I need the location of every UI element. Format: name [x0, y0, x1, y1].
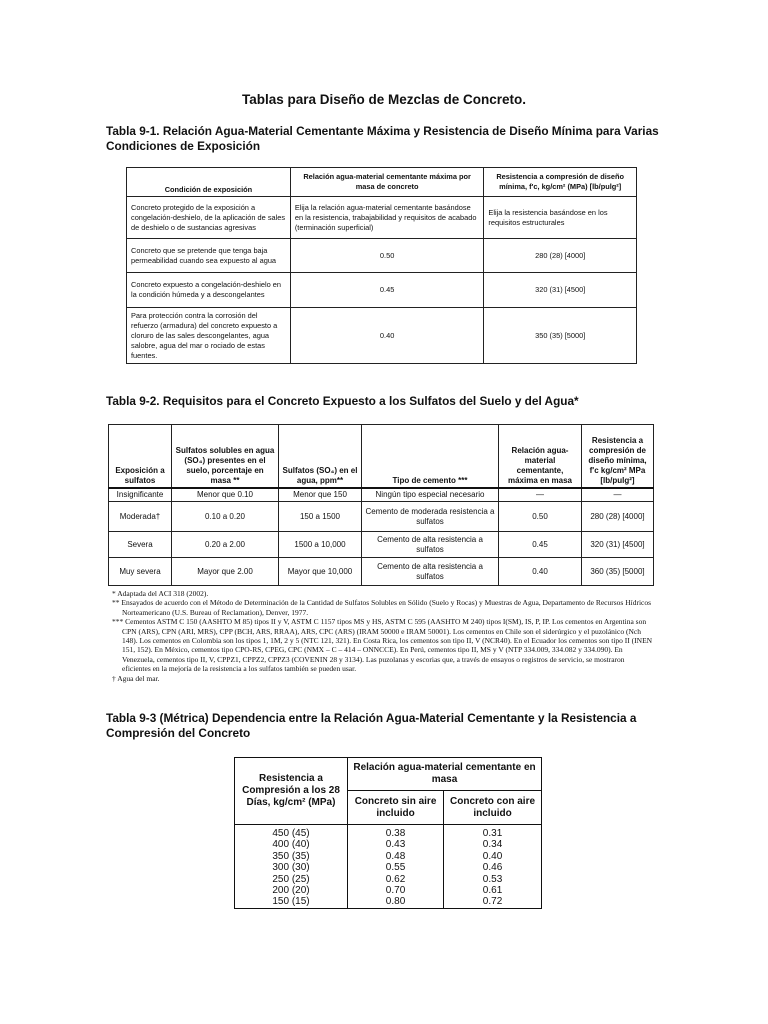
table2-cell: Menor que 150: [279, 488, 362, 502]
table3-cell: 0.46: [444, 862, 542, 873]
table2-cell: 320 (31) [4500]: [582, 532, 654, 558]
table3-cell: 0.61: [444, 885, 542, 896]
table3-cell: 0.53: [444, 874, 542, 885]
table2-cell: 0.10 a 0.20: [172, 502, 279, 532]
table2-cell: Insignificante: [109, 488, 172, 502]
table1-cell: 280 (28) [4000]: [484, 239, 637, 273]
table2-cell: Severa: [109, 532, 172, 558]
table2-cell: Muy severa: [109, 558, 172, 586]
table3-cell: 0.62: [348, 874, 444, 885]
table3-cell: 0.48: [348, 851, 444, 862]
table3-cell: 300 (30): [235, 862, 348, 873]
footnote: ** Ensayados de acuerdo con el Método de Determinación de la Cantidad de Sulfatos Solubles en Sólido (Suelo y Rocas) y Muestras de Agua, Departamento de Recursos Hídricos Norteamericano (U.S. Bureau of Reclamation), Denver, 1977.: [112, 598, 652, 617]
table2-cell: 0.40: [499, 558, 582, 586]
table3-cell: 150 (15): [235, 896, 348, 908]
footnote: † Agua del mar.: [112, 673, 160, 683]
table1-title: Tabla 9-1. Relación Agua-Material Cementante Máxima y Resistencia de Diseño Mínima para Varias Condiciones de Exposición: [106, 124, 659, 153]
table2-header: Tipo de cemento ***: [362, 425, 499, 488]
table1: [126, 167, 637, 364]
table2-cell: Ningún tipo especial necesario: [362, 488, 499, 502]
table2-cell: Cemento de moderada resistencia a sulfatos: [362, 502, 499, 532]
table2-header: Exposición a sulfatos: [109, 425, 172, 488]
table2-cell: Cemento de alta resistencia a sulfatos: [362, 532, 499, 558]
table1-cell: Concreto expuesto a congelación-deshielo en la condición húmeda y a descongelantes: [127, 273, 291, 308]
table3-cell: 400 (40): [235, 839, 348, 850]
table2-cell: 280 (28) [4000]: [582, 502, 654, 532]
table2-header: Sulfatos solubles en agua (SO₄) presentes en el suelo, porcentaje en masa **: [172, 425, 279, 488]
table2-cell: 360 (35) [5000]: [582, 558, 654, 586]
table2-cell: Menor que 0.10: [172, 488, 279, 502]
table2-cell: —: [499, 488, 582, 502]
table2-title: Tabla 9-2. Requisitos para el Concreto Expuesto a los Sulfatos del Suelo y del Agua*: [106, 394, 579, 408]
table3-cell: 0.43: [348, 839, 444, 850]
table3-header-group: Relación agua-material cementante en masa: [348, 758, 542, 791]
table2-cell: Mayor que 10,000: [279, 558, 362, 586]
table1-cell: Concreto protegido de la exposición a congelación-deshielo, de la aplicación de sales de deshielo o de sustancias agresivas: [127, 197, 291, 239]
footnote: *** Cementos ASTM C 150 (AASHTO M 85) tipos II y V, ASTM C 1157 tipos MS y HS, ASTM C 595 (AASHTO M 240) tipos I(SM), IS, P, IP. Los cementos en Argentina son CPN (ARS), CPN (ARI, MRS), CPP (BCH, ARS, RRAA), ARS, CPC (ARS) (IRAM 50000 e IRAM 50001). Los cementos en Chile son el siderúrgico y el puzolánico (Nch 148). Los cementos en Colombia son los tipos 1, 1M, 2 y 5 (NTC 121, 321). En Costa Rica, los cementos son tipo II, V (NCR40). En el Ecuador los cementos son tipo II (INEN 151, 152). En México, cementos tipo CPO-RS, CPEG, CPC (NMX – C – 414 – ONNCCE). En Perú, cementos tipo II, MS y V (NTP 334.009, 334.082 y 334.090). En Venezuela, cementos tipo II, V, CPPZ1, CPPZ2, CPPZ3 (COVENIN 28 y 3134). Las puzolanas y escorias que, a través de ensayos o registros de servicio, se mostraron eficientes en la mejoría de la resistencia a los sulfatos también se pueden usar.: [112, 617, 653, 674]
table1-header-ratio: Relación agua-material cementante máxima por masa de concreto: [290, 168, 484, 197]
table3-cell: 450 (45): [235, 825, 348, 840]
table2-footnotes: [112, 589, 654, 683]
table1-cell: 320 (31) [4500]: [484, 273, 637, 308]
table2-cell: Mayor que 2.00: [172, 558, 279, 586]
table3-cell: 0.34: [444, 839, 542, 850]
table3-header-no-air: Concreto sin aire incluido: [348, 791, 444, 825]
table2-header: Relación agua-material cementante, máxima en masa: [499, 425, 582, 488]
table3-cell: 0.40: [444, 851, 542, 862]
table3-cell: 0.70: [348, 885, 444, 896]
table1-cell: Elija la relación agua-material cementante basándose en la resistencia, trabajabilidad y requisitos de acabado (terminación superficial): [290, 197, 484, 239]
table1-cell: 350 (35) [5000]: [484, 308, 637, 364]
table3-cell: 200 (20): [235, 885, 348, 896]
table3-cell: 250 (25): [235, 874, 348, 885]
table1-cell: 0.45: [290, 273, 484, 308]
table1-cell: Elija la resistencia basándose en los requisitos estructurales: [484, 197, 637, 239]
footnote: * Adaptada del ACI 318 (2002).: [112, 589, 209, 598]
table3-cell: 0.80: [348, 896, 444, 908]
table3-cell: 0.55: [348, 862, 444, 873]
table2-header: Resistencia a compresión de diseño mínima, f'c kg/cm² MPa [lb/pulg²]: [582, 425, 654, 488]
table2-cell: Moderada†: [109, 502, 172, 532]
table2: [108, 424, 654, 586]
table2-cell: 1500 a 10,000: [279, 532, 362, 558]
table1-cell: 0.40: [290, 308, 484, 364]
table2-cell: 0.20 a 2.00: [172, 532, 279, 558]
table3-cell: 0.72: [444, 896, 542, 908]
table3-title: Tabla 9-3 (Métrica) Dependencia entre la Relación Agua-Material Cementante y la Resistencia a Compresión del Concreto: [106, 711, 637, 740]
table2-cell: —: [582, 488, 654, 502]
table1-header-strength: Resistencia a compresión de diseño mínima, f'c, kg/cm² (MPa) [lb/pulg²]: [484, 168, 637, 197]
table3-cell: 0.31: [444, 825, 542, 840]
table2-header: Sulfatos (SO₄) en el agua, ppm**: [279, 425, 362, 488]
table2-cell: 150 a 1500: [279, 502, 362, 532]
page-title: Tablas para Diseño de Mezclas de Concreto.: [241, 92, 527, 107]
table3-header-strength: Resistencia a Compresión a los 28 Días, kg/cm² (MPa): [235, 758, 348, 825]
table2-cell: 0.50: [499, 502, 582, 532]
table1-header-condition: Condición de exposición: [127, 168, 291, 197]
table3: [234, 757, 542, 909]
table3-cell: 0.38: [348, 825, 444, 840]
table2-cell: 0.45: [499, 532, 582, 558]
table3-cell: 350 (35): [235, 851, 348, 862]
table3-header-air: Concreto con aire incluido: [444, 791, 542, 825]
table1-cell: Para protección contra la corrosión del refuerzo (armadura) del concreto expuesto a cloruro de las sales descongelantes, agua salobre, agua del mar o rociado de estas fuentes.: [127, 308, 291, 364]
table2-cell: Cemento de alta resistencia a sulfatos: [362, 558, 499, 586]
table1-cell: 0.50: [290, 239, 484, 273]
table1-cell: Concreto que se pretende que tenga baja permeabilidad cuando sea expuesto al agua: [127, 239, 291, 273]
